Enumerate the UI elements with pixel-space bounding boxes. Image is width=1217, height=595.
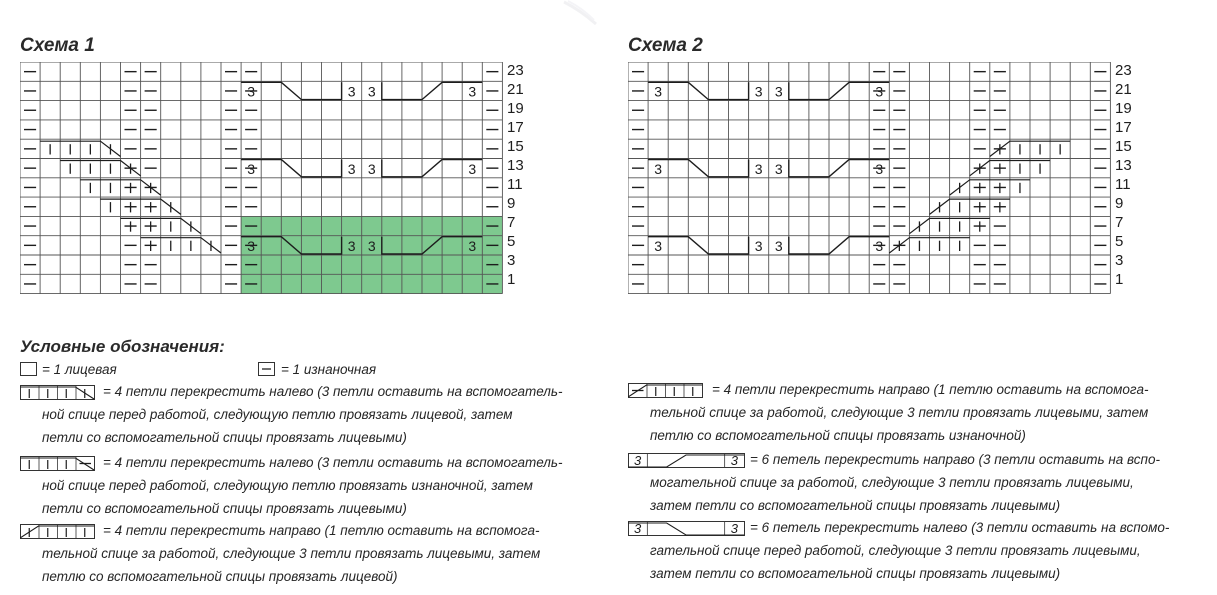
row-number: 11 [1115,176,1131,193]
cable-label: 3 [247,238,256,254]
row-number: 3 [1115,252,1124,269]
legend-item-4-line-2: тельной спице за работой, следующие 3 петли провязать лицевыми, затем [650,405,1149,420]
cable-label: 3 [754,83,763,100]
row-number: 5 [507,233,516,250]
cross4-left-knit-icon [20,385,100,401]
legend-item-5-line-3: затем петли со вспомогательной спицы провязать лицевыми) [650,498,1061,513]
cable-label: 3 [654,83,663,100]
row-number: 11 [507,176,523,193]
row-number: 21 [1115,81,1132,98]
legend-item-6-line-2: гательной спице перед работой, следующие 3 петли провязать лицевыми, [650,543,1141,558]
legend-item-3-line-3: петлю со вспомогательной спицы провязать лицевой) [42,569,398,584]
cable-label: 3 [367,83,376,100]
row-number: 3 [507,252,516,269]
cable-label: 3 [875,83,884,100]
scheme2-title: Схема 2 [628,35,703,56]
cable-label: 3 [774,83,783,100]
legend-item-1-line-1: = 4 петли перекрестить налево (3 петли оставить на вспомогатель- [103,384,563,399]
cable-label: 3 [754,238,763,254]
row-number: 5 [1115,233,1124,250]
symbol-label: 3 [730,521,738,536]
row-number: 17 [1115,119,1132,136]
row-number: 9 [1115,195,1124,212]
row-number: 1 [507,271,516,288]
row-number: 15 [1115,138,1132,155]
row-number: 19 [1115,100,1132,117]
scheme1-title: Схема 1 [20,35,95,56]
purl-symbol-icon [258,362,276,377]
cable-label: 3 [247,83,256,100]
cross4-left-purl-icon [20,456,100,472]
row-number: 7 [1115,214,1124,231]
legend-item-1-line-2: ной спице перед работой, следующую петлю провязать лицевой, затем [42,407,513,422]
legend-item-2-line-1: = 4 петли перекрестить налево (3 петли оставить на вспомогатель- [103,455,563,470]
row-number: 17 [507,119,524,136]
cable-label: 3 [654,160,663,177]
row-number: 7 [507,214,516,231]
legend-item-4-line-1: = 4 петли перекрестить направо (1 петлю оставить на вспомога- [712,382,1149,397]
cross4-right-purl-icon [628,383,708,399]
cable-label: 3 [468,83,477,100]
cross4-right-knit-icon [20,524,100,540]
legend-item-2-line-2: ной спице перед работой, следующую петлю провязать изнаночной, затем [42,478,533,493]
cable6-right-icon [628,453,746,469]
legend-item-4-line-3: петлю со вспомогательной спицы провязать изнаночной) [650,428,1026,443]
legend-item-6-line-3: затем петли со вспомогательной спицы провязать лицевыми) [650,566,1061,581]
cable-label: 3 [654,238,663,254]
row-number: 23 [507,62,524,79]
cable-label: 3 [468,238,477,254]
row-number: 23 [1115,62,1132,79]
cable-label: 3 [875,160,884,177]
cable-label: 3 [367,160,376,177]
cable-label: 3 [774,238,783,254]
legend-knit-text: = 1 лицевая [42,362,117,377]
legend-title: Условные обозначения: [20,337,225,356]
legend-item-3-line-2: тельной спице за работой, следующие 3 петли провязать лицевыми, затем [42,546,541,561]
cable-label: 3 [347,238,356,254]
row-number: 21 [507,81,524,98]
row-number: 13 [507,157,524,174]
legend-item-5-line-1: = 6 петель перекрестить направо (3 петли оставить на вспо- [750,452,1160,467]
row-number: 19 [507,100,524,117]
symbol-label: 3 [634,521,642,536]
legend-item-6-line-1: = 6 петель перекрестить налево (3 петли оставить на вспомо- [750,520,1170,535]
row-number: 13 [1115,157,1132,174]
symbol-box [629,454,745,468]
cable-label: 3 [247,160,256,177]
row-number: 15 [507,138,524,155]
cable6-left-icon [628,521,746,537]
legend-item-1-line-3: петли со вспомогательной спицы провязать лицевыми) [42,430,407,445]
cable-label: 3 [468,160,477,177]
symbol-label: 3 [634,453,642,468]
symbol-label: 3 [730,453,738,468]
legend-item-3-line-1: = 4 петли перекрестить направо (1 петлю оставить на вспомога- [103,523,540,538]
legend-item-2-line-3: петли со вспомогательной спицы провязать лицевыми) [42,501,407,516]
cable-label: 3 [347,160,356,177]
row-number: 1 [1115,271,1124,288]
legend-purl-text: = 1 изнаночная [281,362,377,377]
legend-item-5-line-2: могательной спице за работой, следующие 3 петли провязать лицевыми, [650,475,1134,490]
cable-label: 3 [875,238,884,254]
cable-label: 3 [774,160,783,177]
row-number: 9 [507,195,516,212]
cable-label: 3 [367,238,376,254]
cable-label: 3 [347,83,356,100]
cable-label: 3 [754,160,763,177]
symbol-box [629,522,745,536]
knit-symbol-icon [20,362,38,377]
